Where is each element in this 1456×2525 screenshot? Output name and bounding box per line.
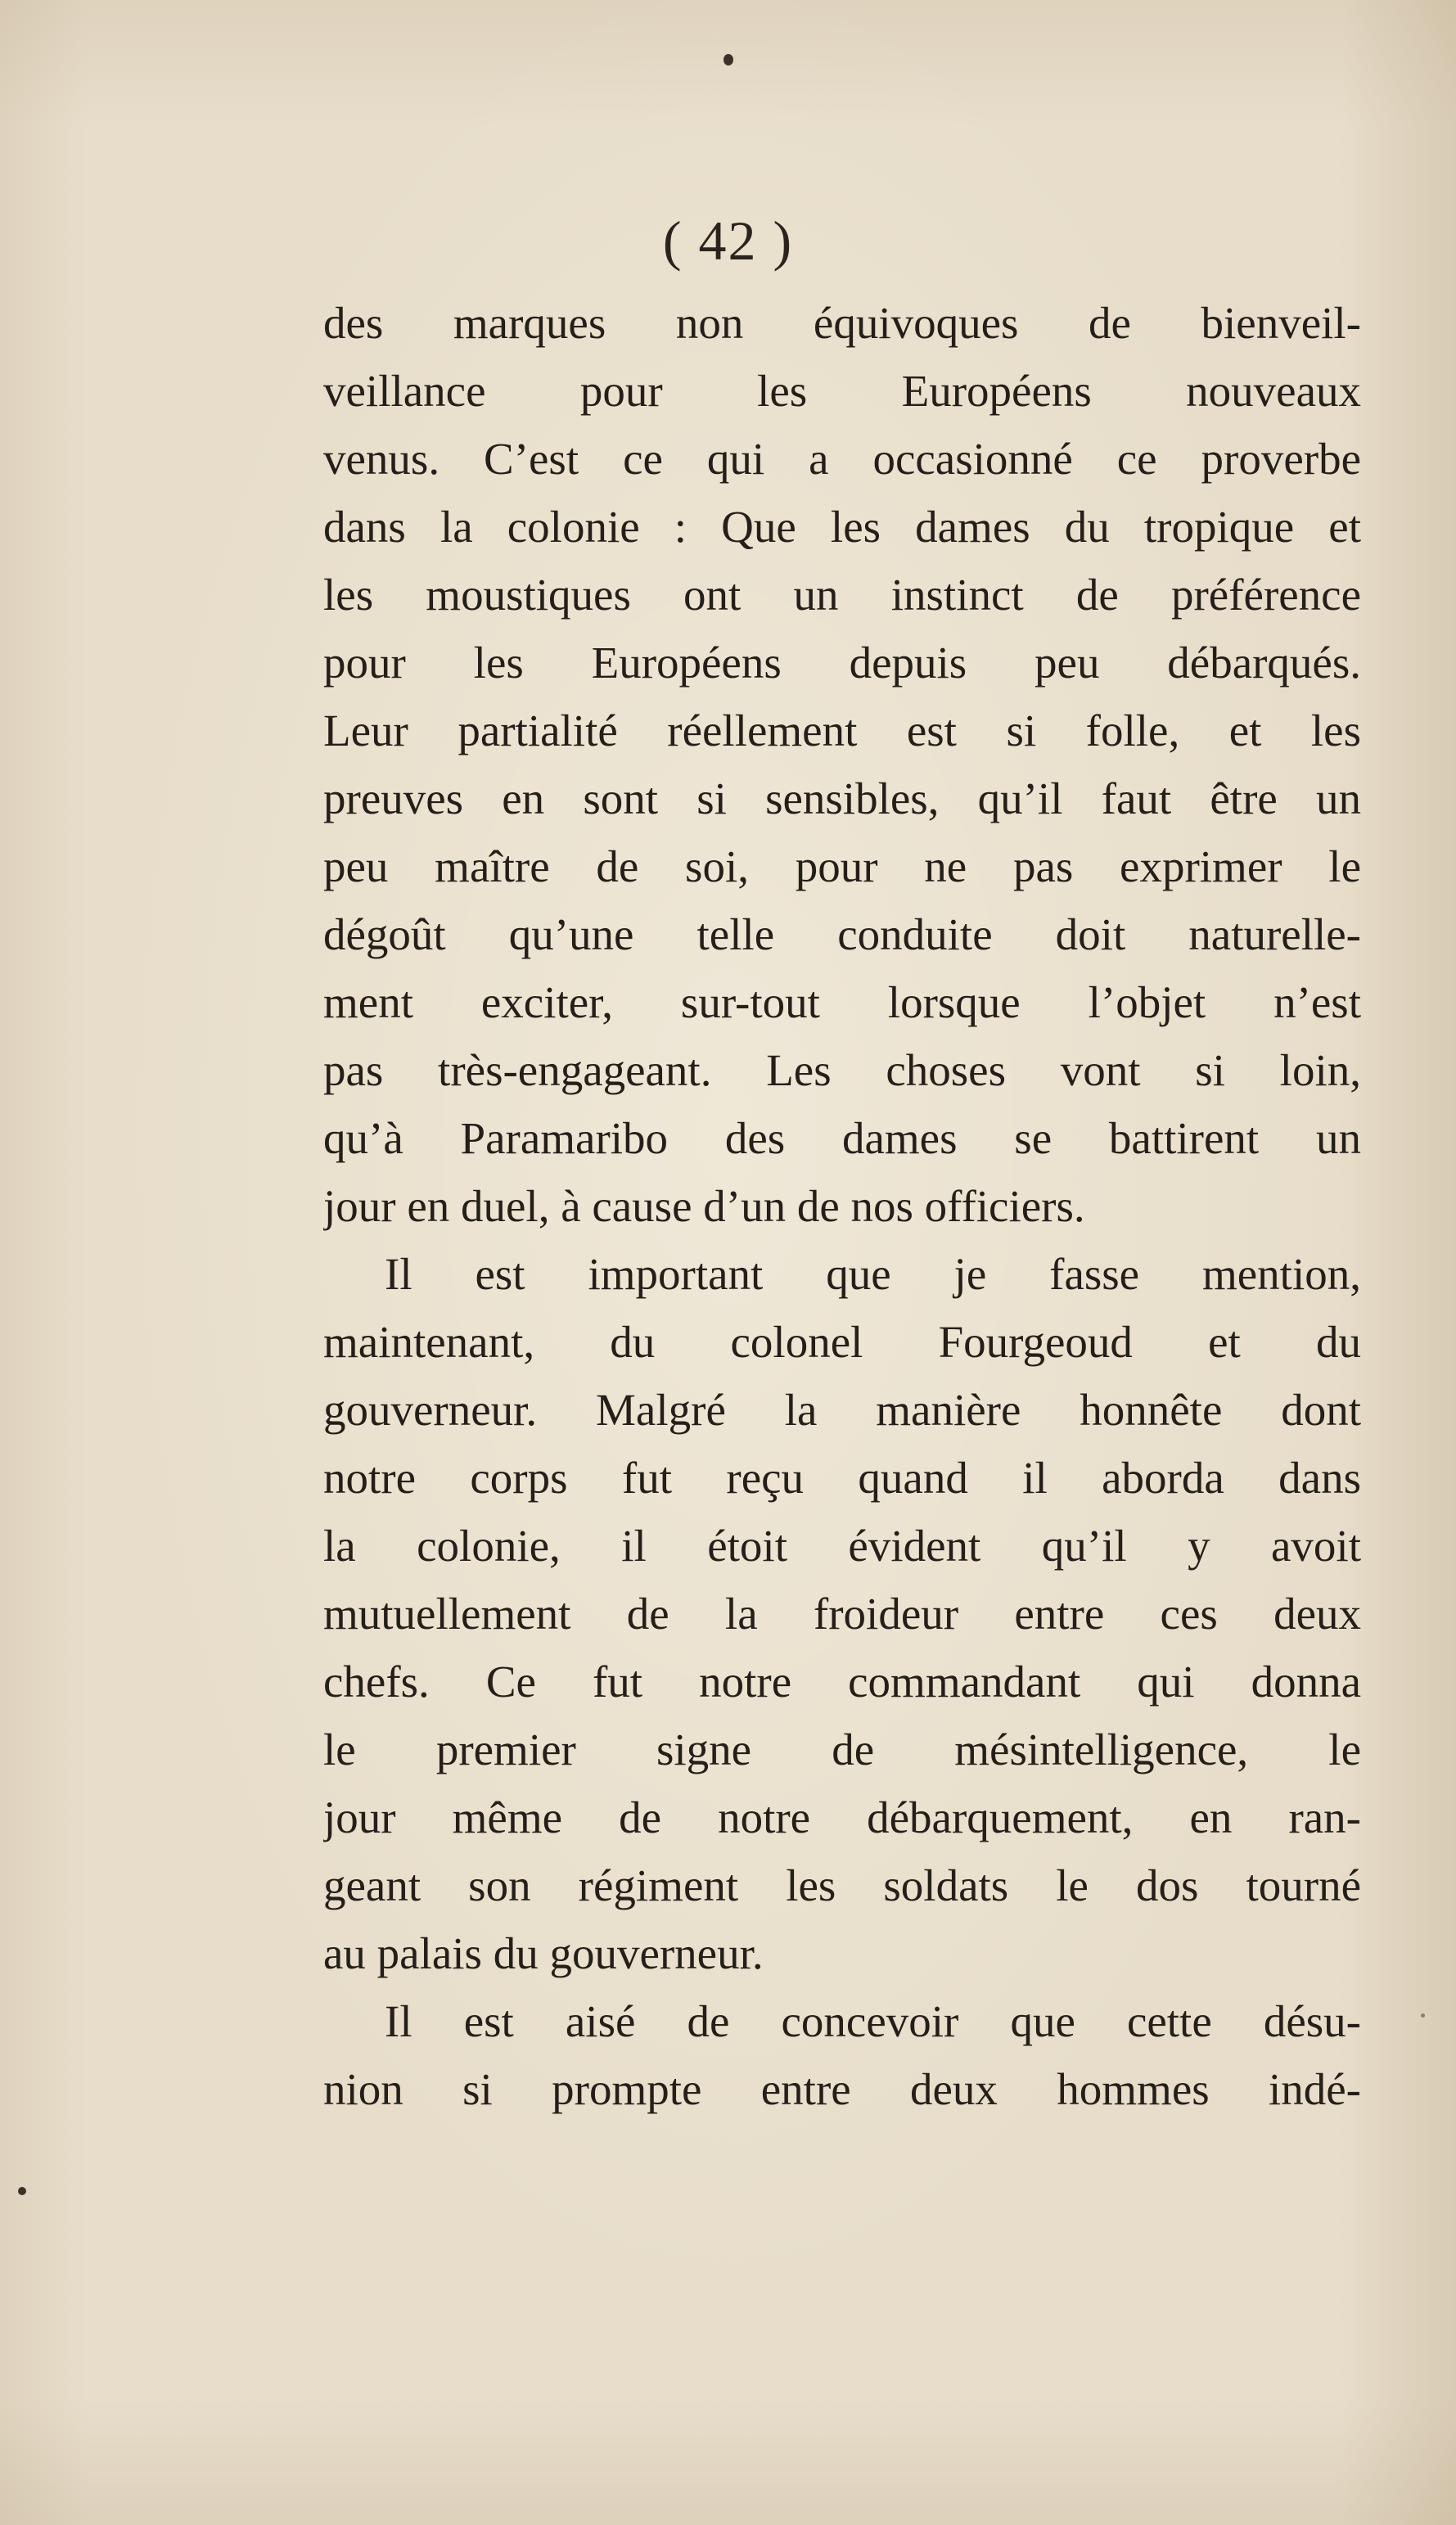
text-line: jour même de notre débarquement, en ran- (323, 1792, 1361, 1842)
text-line: mutuellement de la froideur entre ces deux (323, 1589, 1361, 1639)
text-line: dans la colonie : Que les dames du tropique et (323, 502, 1361, 552)
ink-speck (1421, 2013, 1425, 2018)
text-line: veillance pour les Européens nouveaux (323, 366, 1361, 416)
page-number: ( 42 ) (662, 210, 794, 272)
text-line: pas très-engageant. Les choses vont si loin, (323, 1045, 1361, 1095)
text-line: notre corps fut reçu quand il aborda dans (323, 1453, 1361, 1503)
ink-speck (723, 54, 733, 65)
text-line: ment exciter, sur-tout lorsque l’objet n’est (323, 977, 1361, 1027)
text-line: la colonie, il étoit évident qu’il y avoit (323, 1521, 1361, 1571)
text-line: venus. C’est ce qui a occasionné ce proverbe (323, 434, 1361, 484)
text-line: au palais du gouverneur. (323, 1928, 764, 1978)
text-line: nion si prompte entre deux hommes indé- (323, 2064, 1361, 2114)
text-line: pour les Européens depuis peu débarqués. (323, 638, 1361, 688)
text-line: le premier signe de mésintelligence, le (323, 1725, 1361, 1774)
text-line: gouverneur. Malgré la manière honnête dont (323, 1385, 1361, 1435)
text-line: peu maître de soi, pour ne pas exprimer le (323, 841, 1361, 891)
text-line: qu’à Paramaribo des dames se battirent un (323, 1113, 1361, 1163)
text-line: les moustiques ont un instinct de préférence (323, 570, 1361, 620)
text-line: Leur partialité réellement est si folle, et les (323, 706, 1361, 755)
text-line: dégoût qu’une telle conduite doit naturelle- (323, 909, 1361, 959)
text-line: des marques non équivoques de bienveil- (323, 298, 1361, 348)
text-line: geant son régiment les soldats le dos tourné (323, 1860, 1361, 1910)
text-line: maintenant, du colonel Fourgeoud et du (323, 1317, 1361, 1367)
text-line: preuves en sont si sensibles, qu’il faut être un (323, 773, 1361, 823)
paragraph-first-line: Il est important que je fasse mention, (385, 1249, 1361, 1299)
text-line: chefs. Ce fut notre commandant qui donna (323, 1657, 1361, 1707)
text-line: jour en duel, à cause d’un de nos officiers. (323, 1181, 1085, 1231)
ink-speck (18, 2187, 26, 2195)
paragraph-first-line: Il est aisé de concevoir que cette désu- (385, 1996, 1361, 2046)
